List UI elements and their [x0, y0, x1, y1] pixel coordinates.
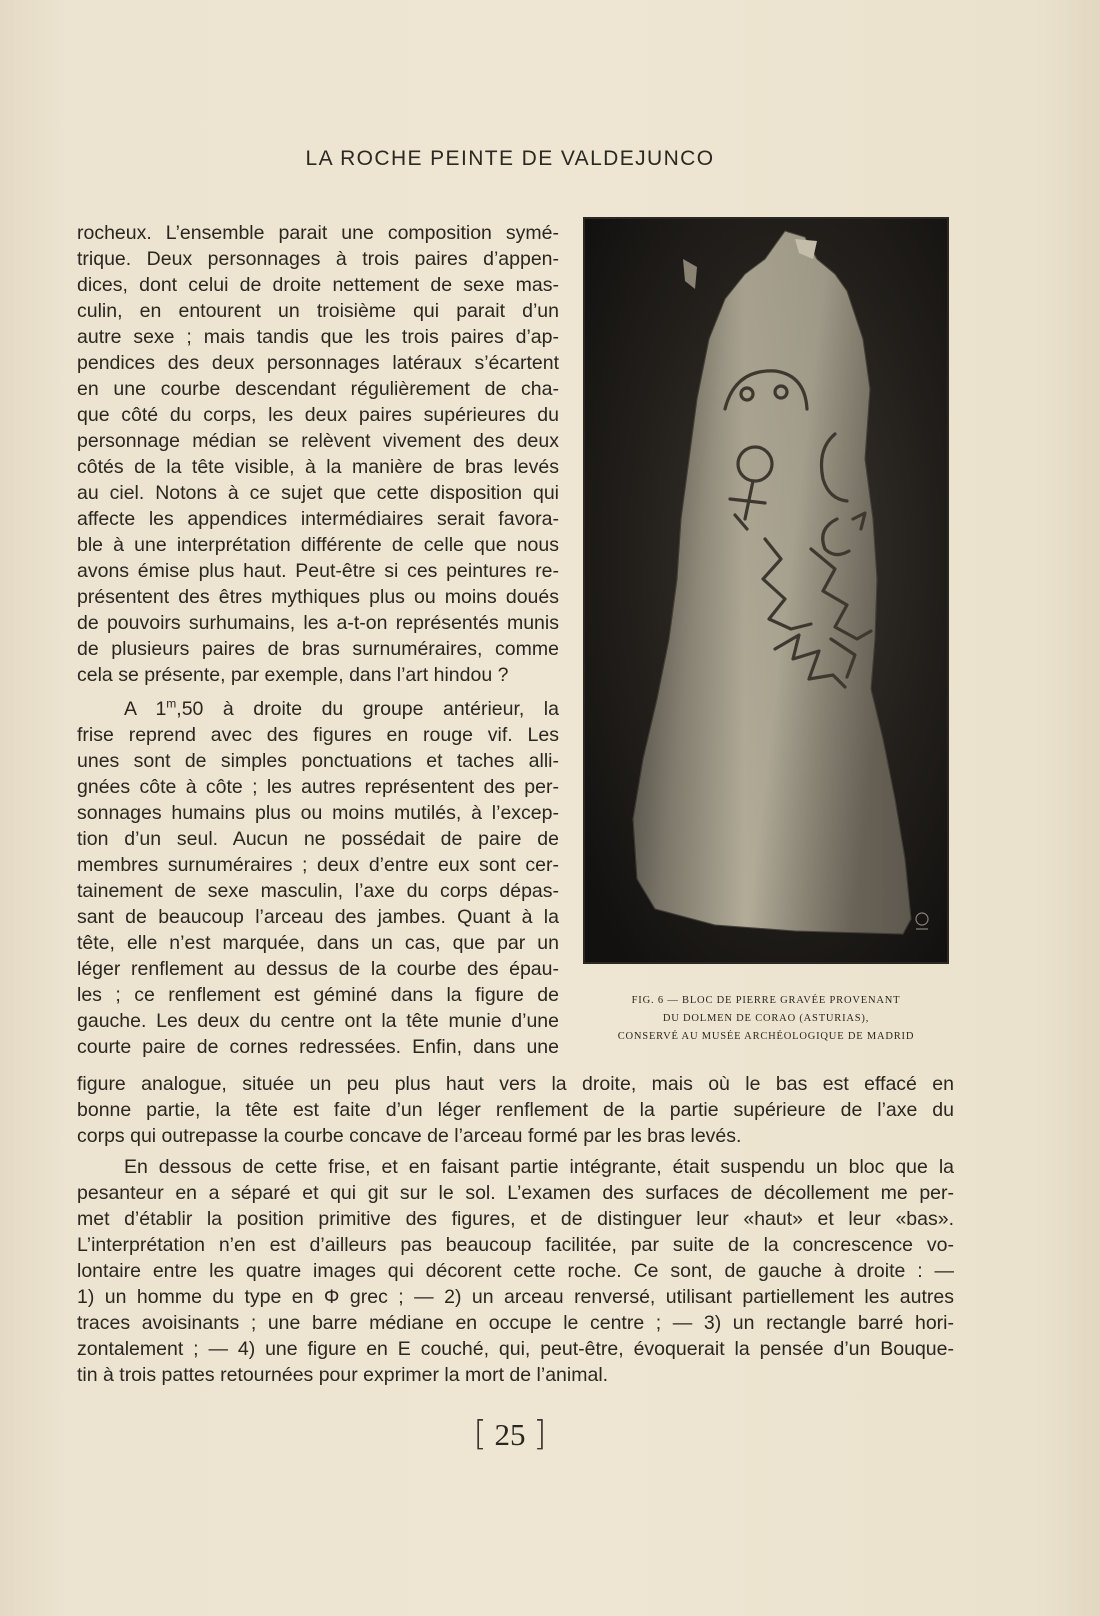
para2-post: ,50 à droite du groupe antérieur, la: [176, 698, 559, 720]
text-line: de plusieurs paires de bras surnuméraires, comme: [77, 638, 559, 660]
page-number: [0, 1414, 1020, 1454]
text-line: personnage médian se relèvent vivement des deux: [77, 430, 559, 452]
text-line: de pouvoirs surhumains, les a-t-on représentés munis: [77, 612, 559, 634]
text-line: frise reprend avec des figures en rouge vif. Les: [77, 724, 559, 746]
text-line: courte paire de cornes redressées. Enfin, dans une: [77, 1036, 559, 1058]
text-line: unes sont de simples ponctuations et taches alli-: [77, 750, 559, 772]
text-line: traces avoisinants ; une barre médiane en occupe le centre ; — 3) un rectangle barré hori-: [77, 1312, 954, 1334]
text-line: gauche. Les deux du centre ont la tête munie d’une: [77, 1010, 559, 1032]
figure-stone-photo: [583, 217, 949, 964]
text-line: pendices des deux personnages latéraux s’écartent: [77, 352, 559, 374]
text-line: ble à une interprétation différente de celle que nous: [77, 534, 559, 556]
text-line: sant de beaucoup l’arceau des jambes. Quant à la: [77, 906, 559, 928]
text-line: autre sexe ; mais tandis que les trois paires d’ap-: [77, 326, 559, 348]
text-line: trique. Deux personnages à trois paires d’appen-: [77, 248, 559, 270]
text-line: pesanteur en a séparé et qui git sur le sol. L’examen des surfaces de décollement me per-: [77, 1182, 954, 1204]
text-line: avons émise plus haut. Peut-être si ces peintures re-: [77, 560, 559, 582]
text-line: gnées côte à côte ; les autres représentent des per-: [77, 776, 559, 798]
running-head: LA ROCHE PEINTE DE VALDEJUNCO: [305, 147, 715, 170]
bracket-left: [: [473, 1414, 487, 1454]
text-line: zontalement ; — 4) une figure en E couché, qui, peut-être, évoquerait la pensée d’un Bouque-: [77, 1338, 954, 1360]
figure-caption-line: DU DOLMEN DE CORAO (ASTURIAS),: [662, 1013, 870, 1024]
text-line: 1) un homme du type en Φ grec ; — 2) un arceau renversé, utilisant partiellement les autres: [77, 1286, 954, 1308]
text-line: lontaire entre les quatre images qui décorent cette roche. Ce sont, de gauche à droite : —: [77, 1260, 954, 1282]
figure-caption-line: CONSERVÉ AU MUSÉE ARCHÉOLOGIQUE DE MADRID: [617, 1031, 915, 1042]
text-line: tainement de sexe masculin, l’axe du corps dépas-: [77, 880, 559, 902]
text-line: figure analogue, située un peu plus haut vers la droite, mais où le bas est effacé en: [77, 1073, 954, 1095]
text-line: léger renflement au dessus de la courbe des épau-: [77, 958, 559, 980]
para2-pre: A 1: [124, 698, 167, 720]
bracket-right: ]: [533, 1414, 547, 1454]
text-line: en une courbe descendant régulièrement de cha-: [77, 378, 559, 400]
text-line: côtés de la tête visible, à la manière de bras levés: [77, 456, 559, 478]
text-line: bonne partie, la tête est faite d’un léger renflement de la partie supérieure de l’axe du: [77, 1099, 954, 1121]
text-line: dices, dont celui de droite nettement de sexe mas-: [77, 274, 559, 296]
text-line: que côté du corps, les deux paires supérieures du: [77, 404, 559, 426]
text-line: corps qui outrepasse la courbe concave de l’arceau formé par les bras levés.: [77, 1125, 742, 1147]
para2-sup: m: [166, 696, 177, 711]
text-line: tin à trois pattes retournées pour exprimer la mort de l’animal.: [77, 1364, 609, 1386]
text-line: affecte les appendices intermédiaires serait favora-: [77, 508, 559, 530]
text-line: rocheux. L’ensemble parait une composition symé-: [77, 222, 559, 244]
paragraph-2-first-line: [124, 696, 559, 722]
text-line: tête, elle n’est marquée, dans un cas, que par un: [77, 932, 559, 954]
text-line: culin, en entourent un troisième qui parait d’un: [77, 300, 559, 322]
text-line: met d’établir la position primitive des figures, et de distinguer leur «haut» et leur «bas».: [77, 1208, 954, 1230]
text-line: L’interprétation n’en est d’ailleurs pas beaucoup facilitée, par suite de la concrescence vo-: [77, 1234, 954, 1256]
text-line: présentent des êtres mythiques plus ou moins doués: [77, 586, 559, 608]
page-number-value: 25: [494, 1417, 526, 1452]
text-line: cela se présente, par exemple, dans l’art hindou ?: [77, 664, 509, 686]
text-line: au ciel. Notons à ce sujet que cette disposition qui: [77, 482, 559, 504]
text-line: les ; ce renflement est géminé dans la figure de: [77, 984, 559, 1006]
text-line: En dessous de cette frise, et en faisant partie intégrante, était suspendu un bloc que la: [124, 1156, 954, 1178]
text-line: sonnages humains plus ou moins mutilés, à l’excep-: [77, 802, 559, 824]
text-line: membres surnuméraires ; deux d’entre eux sont cer-: [77, 854, 559, 876]
figure-caption-line: FIG. 6 — BLOC DE PIERRE GRAVÉE PROVENANT: [631, 995, 901, 1006]
engraved-stone-image: [585, 219, 947, 962]
text-line: tion d’un seul. Aucun ne possédait de paire de: [77, 828, 559, 850]
